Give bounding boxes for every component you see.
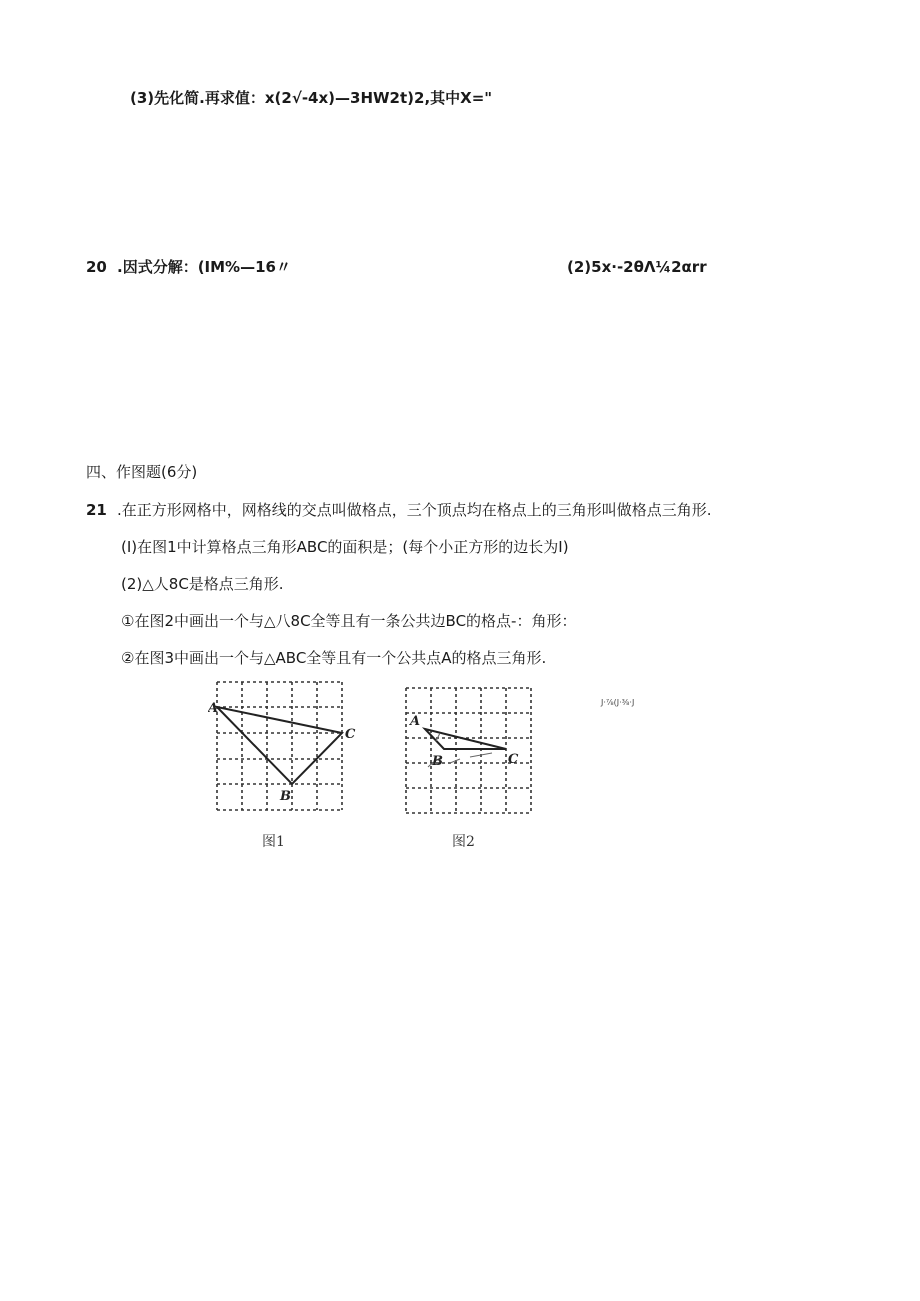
q20-number: 20 [86, 258, 107, 276]
label-a: A [208, 701, 219, 716]
triangle-abc [217, 707, 342, 784]
q21-part2: (2)△人8C是格点三角形. [121, 575, 284, 593]
q21-sub2: ②在图3中画出一个与△ABC全等且有一个公共点A的格点三角形. [121, 649, 547, 667]
q20-text: .因式分解：(IM%—16〃 [117, 258, 291, 276]
q21-text: .在正方形网格中，网格线的交点叫做格点，三个顶点均在格点上的三角形叫做格点三角形. [117, 501, 712, 519]
section-heading: 四、作图题(6分) [86, 463, 198, 481]
label-b-2: B [432, 754, 443, 769]
label-b: B [280, 789, 291, 804]
label-c-2: C [508, 752, 519, 767]
figure-3-text: J·⅞(J·⅜·J [601, 698, 635, 707]
q20-part2: (2)5x·-2θΛ¼2αrr [567, 258, 707, 276]
q21-part1: (I)在图1中计算格点三角形ABC的面积是；(每个小正方形的边长为I) [121, 538, 569, 556]
figure-2-caption: 图2 [452, 834, 475, 850]
q21-sub1: ①在图2中画出一个与△八8C全等且有一条公共边BC的格点-：角形： [121, 612, 577, 630]
q19-part3: (3)先化简.再求值：x(2√-4x)—3HW2t)2,其中X=" [130, 89, 493, 107]
label-c: C [345, 727, 356, 742]
q21-number: 21 [86, 501, 107, 519]
figure-1-grid [208, 676, 358, 816]
label-a-2: A [410, 714, 421, 729]
figure-1-caption: 图1 [262, 834, 285, 850]
figure-2-grid [400, 683, 540, 818]
